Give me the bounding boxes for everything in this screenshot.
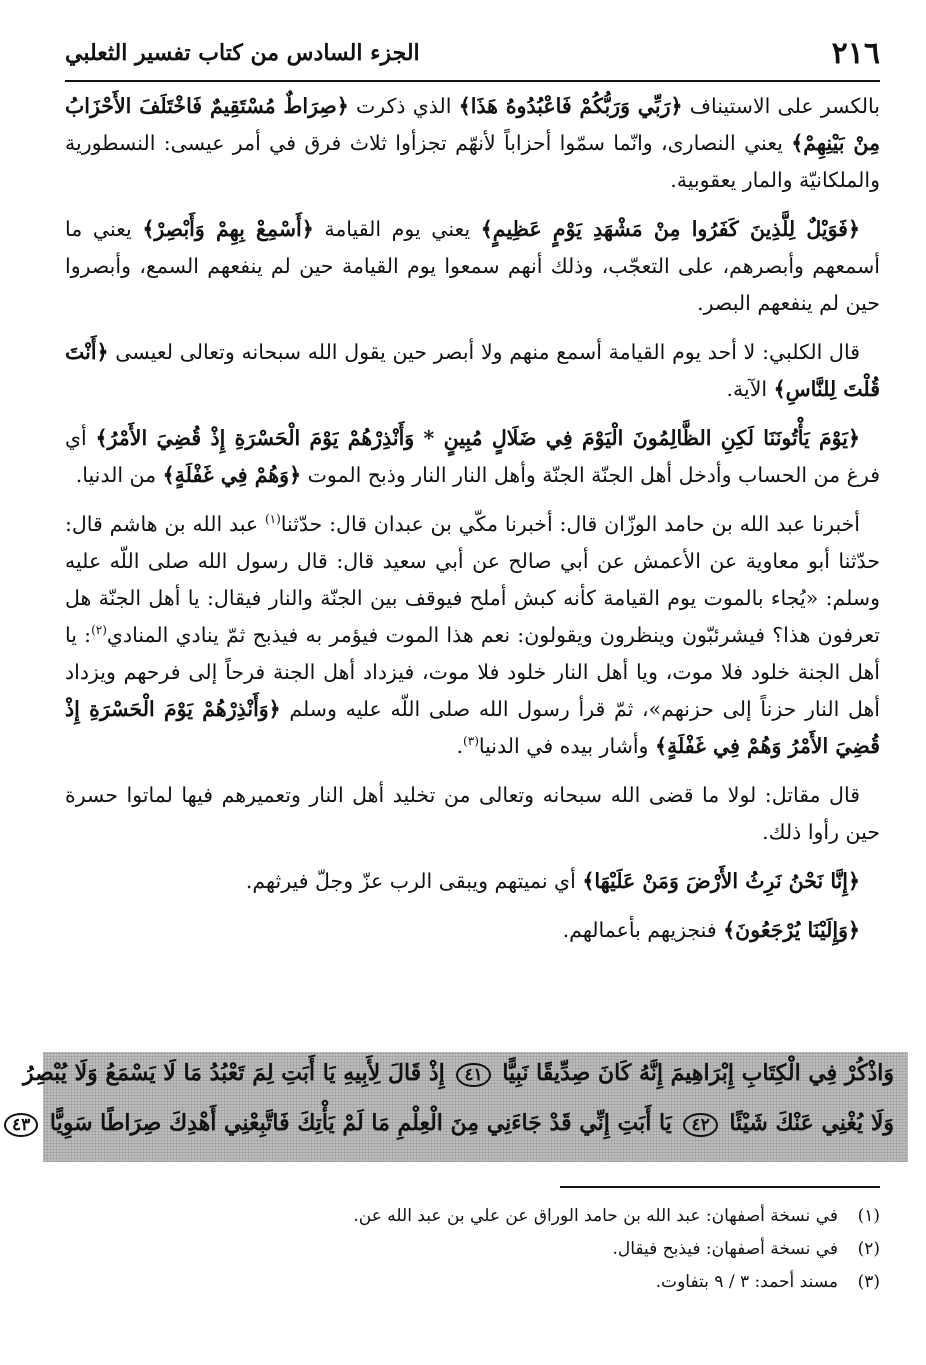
quran-quote: ﴿وَإِلَيْنَا يُرْجَعُونَ﴾ xyxy=(723,918,860,942)
footnote-number: (٢) xyxy=(857,1239,880,1259)
text: : يا أهل الجنة خلود فلا موت، ويا أهل النار خلود فلا موت، فيزداد أهل الجنة فرحاً إلى فرحهم ويزداد أهل النار حزناً إلى حزنهم»، ثمّ قرأ رسول الله صلى اللّه عليه وسلم xyxy=(65,623,880,721)
verse-text: يَا أَبَتِ إِنِّي قَدْ جَاءَنِي مِنَ الْعِلْمِ مَا لَمْ يَأْتِكَ فَاتَّبِعْنِي أَهْدِكَ صِرَاطًا سَوِيًّا xyxy=(49,1110,672,1136)
paragraph-3 xyxy=(65,334,880,408)
paragraph-4 xyxy=(65,420,880,494)
quran-quote: ﴿أَنْتَ قُلْتَ لِلنَّاسِ﴾ xyxy=(65,340,880,401)
footnote-1 xyxy=(223,1200,880,1233)
text: قال مقاتل: لولا ما قضى الله سبحانه وتعالى من تخليد أهل النار وتعميرهم فيها لماتوا حسرة حين رأوا ذلك. xyxy=(65,783,880,844)
text: من الدنيا. xyxy=(75,463,163,487)
quran-quote: ﴿وَأَنْذِرْهُمْ يَوْمَ الْحَسْرَةِ إِذْ قُضِيَ الأَمْرُ وَهُمْ فِي غَفْلَةٍ﴾ xyxy=(65,697,880,758)
verse-text: وَلَا يُغْنِي عَنْكَ شَيْئًا xyxy=(729,1110,894,1136)
ayah-number-43: ٤٣ xyxy=(4,1113,38,1137)
footnote-ref-3[interactable]: (٣) xyxy=(463,734,479,749)
paragraph-5 xyxy=(65,506,880,765)
footnote-text: في نسخة أصفهان: عبد الله بن حامد الوراق عن علي بن عبد الله عن. xyxy=(353,1206,838,1226)
ayah-number-41: ٤١ xyxy=(456,1063,490,1087)
footnote-3 xyxy=(223,1266,880,1299)
page-header xyxy=(65,30,880,82)
text: الآية. xyxy=(726,377,774,401)
page-number: ٢١٦ xyxy=(831,36,880,71)
quran-line-1 xyxy=(22,1060,894,1087)
text: . xyxy=(456,734,464,758)
quran-quote: ﴿وَهُمْ فِي غَفْلَةٍ﴾ xyxy=(162,463,302,487)
text: أخبرنا عبد الله بن حامد الوزّان قال: أخبرنا مكّي بن عبدان قال: حدّثنا xyxy=(280,512,860,536)
ayah-number-42: ٤٢ xyxy=(683,1113,717,1137)
text: يعني يوم القيامة xyxy=(313,217,481,241)
paragraph-6 xyxy=(65,777,880,851)
verse-text: وَاذْكُرْ فِي الْكِتَابِ إِبْرَاهِيمَ إِنَّهُ كَانَ صِدِّيقًا نَبِيًّا xyxy=(502,1060,894,1086)
text: بالكسر على الاستيناف xyxy=(682,94,880,118)
text: وأشار بيده في الدنيا xyxy=(478,734,655,758)
text: أي فرغ من الحساب وأدخل أهل الجنّة الجنّة وأهل النار النار وذبح الموت xyxy=(65,426,880,487)
quran-quote: ﴿أَسْمِعْ بِهِمْ وَأَبْصِرْ﴾ xyxy=(142,217,314,241)
quran-quote: ﴿فَوَيْلٌ لِلَّذِينَ كَفَرُوا مِنْ مَشْهَدِ يَوْمٍ عَظِيمٍ﴾ xyxy=(480,217,860,241)
quran-quote: ﴿يَوْمَ يَأْتُونَنَا لَكِنِ الظَّالِمُونَ الْيَوْمَ فِي ضَلَالٍ مُبِينٍ * وَأَنْذِرْهُمْ يَوْمَ الْحَسْرَةِ إِذْ قُضِيَ الأَمْرُ﴾ xyxy=(95,426,860,450)
text: يعني ما أسمعهم وأبصرهم، على التعجّب، وذلك أنهم سمعوا يوم القيامة حين لم ينفعهم السمع، وأبصروا حين لم ينفعهم البصر. xyxy=(65,217,880,315)
paragraph-7 xyxy=(65,863,880,900)
footnote-2 xyxy=(223,1233,880,1266)
text: أي نميتهم ويبقى الرب عزّ وجلّ فيرثهم. xyxy=(245,869,583,893)
footnote-text: في نسخة أصفهان: فيذبح فيقال. xyxy=(612,1239,838,1259)
running-title: الجزء السادس من كتاب تفسير الثعلبي xyxy=(65,40,420,66)
footnote-number: (١) xyxy=(857,1206,880,1226)
text: يعني النصارى، وانّما سمّوا أحزاباً لأنهّم تجزأوا ثلاث فرق في أمر عيسى: النسطورية والملكانيّة والمار يعقوبية. xyxy=(65,131,880,192)
footnote-number: (٣) xyxy=(857,1272,880,1292)
text: عبد الله بن هاشم قال: حدّثنا أبو معاوية عن الأعمش عن أبي صالح عن أبي سعيد قال: قال رسول الله صلى اللّه عليه وسلم: «يُجاء بالموت يوم القيامة كأنه كبش أملح فيوقف بين الجنّة والنار فيقال: يا أهل الجنّة هل تعرفون هذا؟ فيشرئبّون وينظرون ويقولون: نعم هذا الموت فيؤمر به فيذبح ثمّ ينادي المنادي xyxy=(65,512,880,647)
quran-quote: ﴿إِنَّا نَحْنُ نَرِثُ الأَرْضَ وَمَنْ عَلَيْهَا﴾ xyxy=(582,869,860,893)
book-page xyxy=(11,0,926,1365)
main-text xyxy=(65,88,880,961)
footnote-ref-1[interactable]: (١) xyxy=(264,512,281,527)
quran-quote: ﴿رَبِّي وَرَبُّكُمْ فَاعْبُدُوهُ هَذَا﴾ xyxy=(458,94,683,118)
verse-text: إِذْ قَالَ لِأَبِيهِ يَا أَبَتِ لِمَ تَعْبُدُ مَا لَا يَسْمَعُ وَلَا يُبْصِرُ xyxy=(22,1060,445,1086)
paragraph-2 xyxy=(65,211,880,322)
paragraph-1 xyxy=(65,88,880,199)
quran-line-2 xyxy=(11,1110,894,1137)
footnotes xyxy=(223,1200,880,1299)
footnote-text: مسند أحمد: ٣ / ٩ بتفاوت. xyxy=(655,1272,838,1292)
text: الذي ذكرت xyxy=(348,94,459,118)
quran-quote: ﴿صِرَاطٌ مُسْتَقِيمٌ فَاخْتَلَفَ الأَحْزَابُ مِنْ بَيْنِهِمْ﴾ xyxy=(65,94,881,155)
footnote-ref-2[interactable]: (٢) xyxy=(91,623,107,638)
text: قال الكلبي: لا أحد يوم القيامة أسمع منهم ولا أبصر حين يقول الله سبحانه وتعالى لعيسى xyxy=(108,340,860,364)
text: فنجزيهم بأعمالهم. xyxy=(562,918,724,942)
footnote-divider xyxy=(560,1186,880,1188)
quran-verses-box xyxy=(11,1052,908,1162)
paragraph-8 xyxy=(65,912,880,949)
